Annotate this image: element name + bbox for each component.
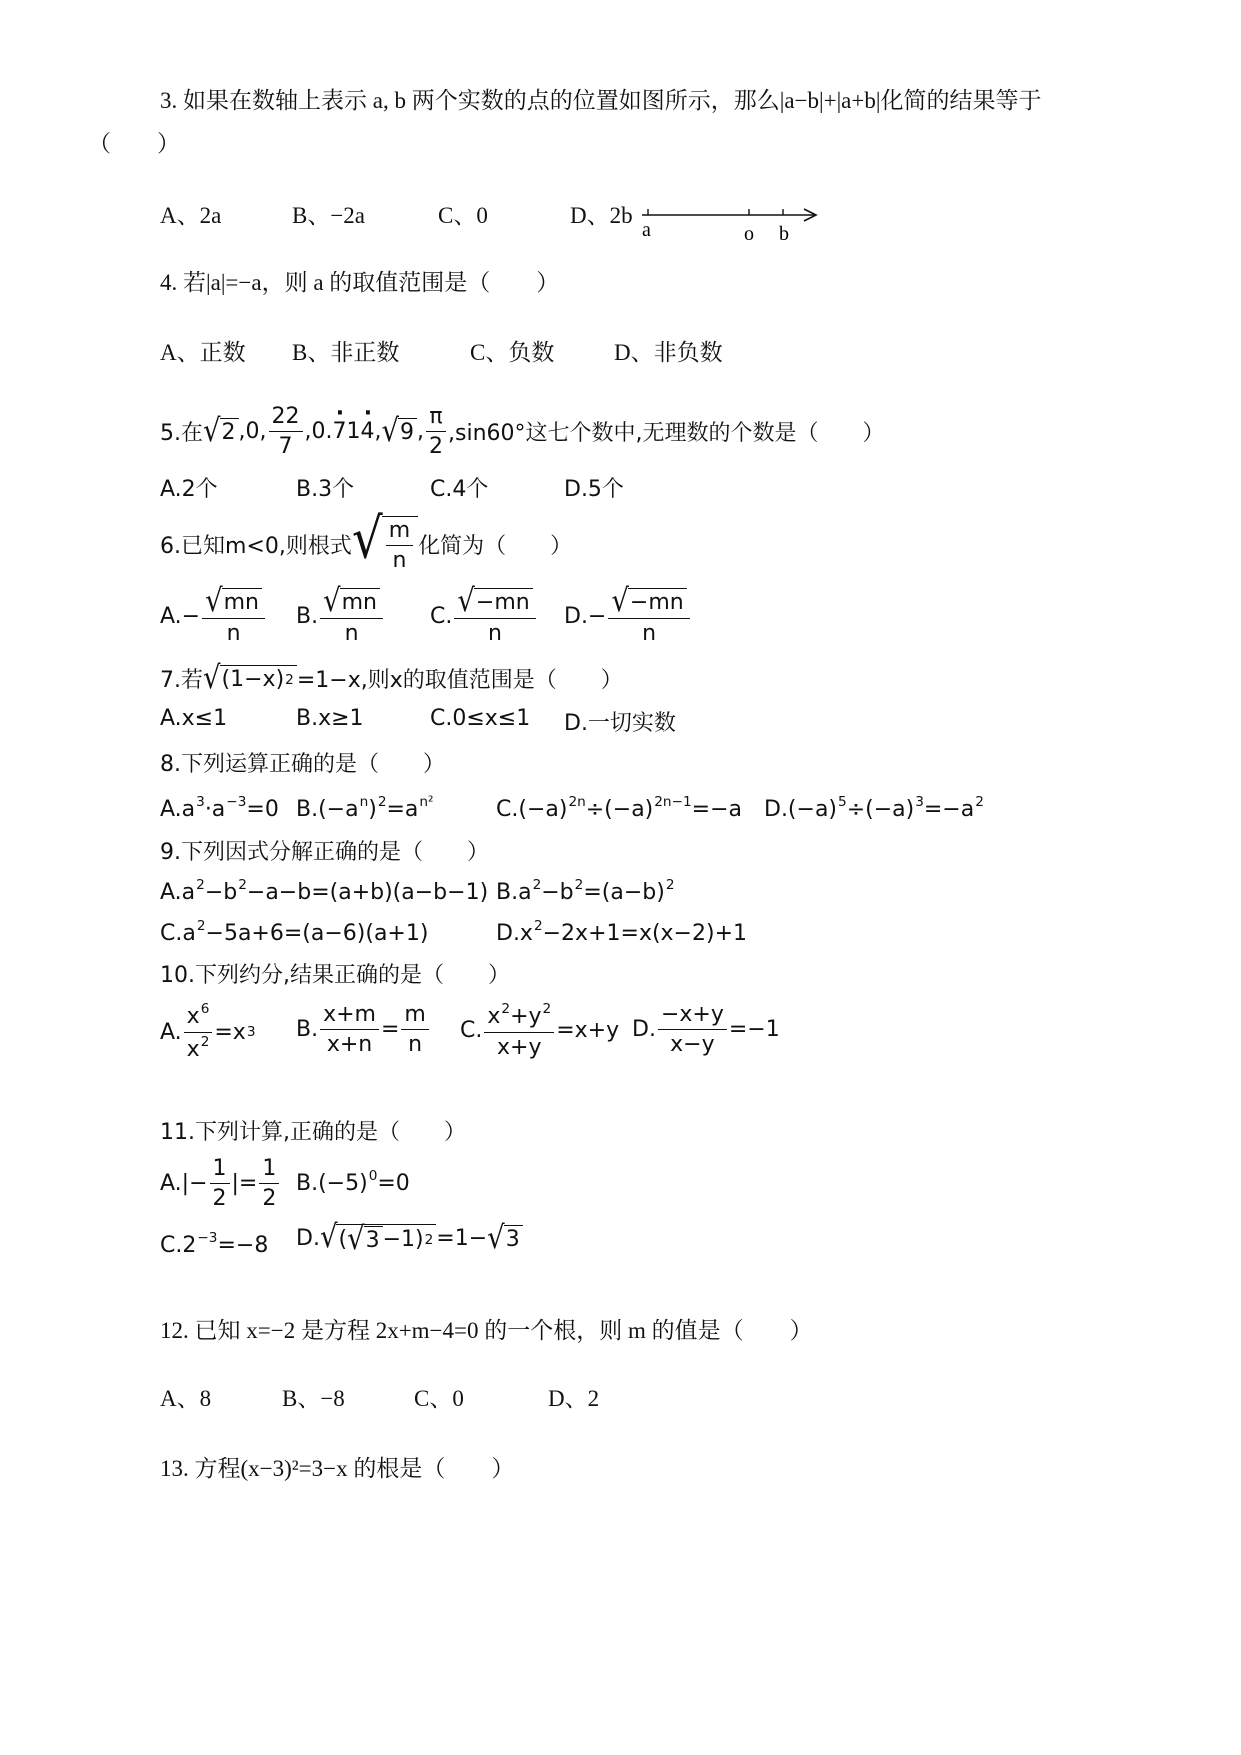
fraction-22-7: [269, 404, 303, 460]
q12-stem: 12. 已知 x=−2 是方程 2x+m−4=0 的一个根，则 m 的值是（ ）: [160, 1318, 813, 1343]
q8-b-e3: n²: [419, 794, 434, 810]
q7-post: =1−x,则x的取值范围是（ ）: [296, 668, 623, 693]
q8-a-t3: =0: [246, 797, 279, 823]
q5-pre: 5.在: [160, 421, 203, 447]
q4-option-a: A、正数: [160, 340, 246, 365]
q3-option-a: A、2a: [160, 203, 222, 228]
q10-d-num: −x+y: [658, 1002, 727, 1030]
q6-d-den: n: [642, 620, 657, 646]
q9-d-t2: −2x+1=x(x−2)+1: [542, 921, 748, 947]
q7-pre: 7.若: [160, 668, 203, 693]
q11-a-frac: [210, 1156, 230, 1212]
sqrt-9: √ 9: [382, 418, 418, 446]
q7-sqrt: √ (1−x) 2: [203, 665, 297, 693]
q10-a-label: A.: [160, 1019, 182, 1045]
q6-option-c: [430, 582, 538, 646]
q3-paren: （ ）: [88, 131, 180, 156]
label-a: a: [642, 219, 651, 241]
q10-b-den: x+n: [326, 1032, 373, 1058]
q7-exponent: 2: [285, 671, 294, 688]
q6-d-label: D.−: [564, 604, 607, 630]
q11-option-d: [296, 1218, 523, 1258]
q6-b-sqrt: √ mn: [323, 588, 380, 616]
q8-d-e2: 3: [915, 794, 924, 810]
q10-b-label: B.: [296, 1017, 319, 1043]
q9-c-t1: C.a: [160, 921, 196, 947]
q8-b-t1: B.(−a: [296, 797, 359, 823]
q4-option-b: B、非正数: [292, 340, 400, 365]
q3-stem: 3. 如果在数轴上表示 a, b 两个实数的点的位置如图所示，那么|a−b|+|a+b|化简的结果等于: [160, 88, 1042, 113]
q9-option-c: [160, 918, 428, 946]
q9-b-e2: 2: [574, 877, 584, 893]
q11-a-den: 2: [212, 1186, 227, 1212]
q6-b-radicand: mn: [340, 588, 380, 616]
q8-d-t1: D.(−a): [764, 797, 838, 823]
q10-b-num: x+m: [320, 1002, 379, 1030]
pi-den: 2: [429, 434, 444, 460]
q11-a-num2: 1: [259, 1156, 279, 1184]
q6-a-label: A.−: [160, 604, 201, 630]
q7-option-b: B.x≥1: [296, 706, 364, 731]
q10-stem: 10.下列约分,结果正确的是（ ）: [160, 963, 510, 988]
q11-c-t1: C.2: [160, 1233, 197, 1259]
q10-a-frac: [184, 1002, 213, 1062]
q6-option-d: [564, 582, 692, 646]
sqrt-2: √ 2: [203, 418, 239, 446]
q5-sep: ,: [374, 419, 382, 445]
q8-a-e1: 3: [196, 794, 205, 810]
q7-option-c: C.0≤x≤1: [430, 706, 531, 731]
q6-c-den: n: [488, 620, 502, 646]
q10-d-den: x−y: [670, 1032, 715, 1058]
q11-d-inner-radicand: 3: [364, 1226, 383, 1254]
q10-a-den: [184, 1033, 213, 1063]
q11-d-inner-sqrt: √ 3: [347, 1226, 383, 1254]
q10-c-num-t2: +y: [510, 1004, 542, 1030]
q10-b-frac2: [401, 1002, 428, 1058]
q7-option-a: A.x≤1: [160, 706, 228, 731]
q4-option-d: D、非负数: [614, 340, 723, 365]
q6-a-frac: [202, 582, 265, 646]
q8-c-t3: =−a: [691, 797, 743, 823]
q8-c-e2: 2n−1: [654, 794, 692, 810]
q11-d-sqrt3-radicand: 3: [504, 1225, 523, 1253]
q10-d-frac: [658, 1002, 727, 1058]
q6-b-den: n: [344, 620, 359, 646]
q10-c-den: x+y: [497, 1034, 542, 1060]
q6-option-b: [296, 582, 385, 646]
q10-d-rhs: =−1: [728, 1017, 780, 1043]
q12-option-a: A、8: [160, 1386, 212, 1411]
frac-den: 7: [278, 434, 293, 460]
q7-stem: [160, 659, 623, 697]
q5-option-b: B.3个: [296, 477, 355, 502]
q8-d-e1: 5: [838, 794, 847, 810]
q11-stem: 11.下列计算,正确的是（ ）: [160, 1120, 466, 1145]
q11-d-close: −1): [382, 1227, 424, 1253]
q8-c-t2: ÷(−a): [585, 797, 654, 823]
q8-d-t2: ÷(−a): [846, 797, 915, 823]
q6-c-label: C.: [430, 604, 453, 630]
q6-b-frac: [320, 582, 383, 646]
q9-b-t3: =(a−b): [583, 880, 665, 906]
q10-a-rhs-exp: 3: [246, 1024, 256, 1041]
q6-c-sqrt: √ −mn: [457, 588, 532, 616]
q6-a-sqrt: √ mn: [205, 588, 262, 616]
q6-option-a: [160, 582, 267, 646]
q9-b-e1: 2: [532, 877, 542, 893]
q9-option-b: [496, 877, 674, 905]
frac-num: 22: [269, 404, 303, 432]
q6-post: 化简为（ ）: [418, 534, 573, 560]
q9-c-t2: −5a+6=(a−6)(a+1): [205, 921, 429, 947]
q10-b-frac: [320, 1002, 379, 1058]
q8-option-b: [296, 794, 434, 822]
q10-a-num-exp: 6: [200, 1001, 210, 1017]
q11-d-label: D.: [296, 1226, 320, 1252]
q11-option-b: [296, 1168, 410, 1196]
n-den: n: [392, 548, 407, 574]
q9-b-t2: −b: [541, 880, 574, 906]
q8-option-a: [160, 794, 279, 822]
decimal-digit: 1: [346, 419, 361, 445]
q11-a-frac2: [259, 1156, 279, 1212]
q3-option-b: B、−2a: [292, 203, 366, 228]
q9-b-t1: B.a: [496, 880, 532, 906]
q6-d-frac: [608, 582, 689, 646]
q7-option-d: D.一切实数: [564, 711, 676, 736]
q11-b-t2: =0: [377, 1171, 410, 1197]
q11-a-den2: 2: [262, 1186, 277, 1212]
q9-d-t1: D.x: [496, 921, 533, 947]
q10-d-label: D.: [632, 1017, 656, 1043]
q8-c-e1: 2n: [568, 794, 586, 810]
m-over-n: [386, 518, 413, 574]
q11-a-mid: |=: [231, 1171, 258, 1197]
q5-post: ,sin60°这七个数中,无理数的个数是（ ）: [448, 421, 885, 447]
q3-option-d: D、2b: [570, 203, 633, 228]
q11-d-exp: 2: [424, 1231, 434, 1248]
q11-d-sqrt: √ ( √ 3 −1) 2: [320, 1224, 436, 1254]
q10-c-num-e2: 2: [542, 1001, 552, 1017]
q10-b-den2: n: [408, 1032, 423, 1058]
q6-c-radicand: −mn: [474, 588, 533, 616]
fraction-pi-2: [426, 404, 446, 460]
q8-b-t3: =a: [386, 797, 419, 823]
q10-c-rhs: =x+y: [556, 1018, 620, 1044]
q6-b-label: B.: [296, 604, 319, 630]
q5-option-d: D.5个: [564, 477, 624, 502]
q5-stem: [160, 404, 885, 460]
q11-d-post: =1−: [436, 1226, 488, 1252]
q10-a-num-base: x: [186, 1004, 200, 1030]
q8-b-e1: n: [359, 794, 369, 810]
q11-option-c: [160, 1230, 268, 1258]
q8-option-c: [496, 794, 742, 822]
q12-option-b: B、−8: [282, 1386, 345, 1411]
label-o: o: [744, 223, 754, 245]
q6-a-den: n: [226, 620, 241, 646]
q10-a-den-exp: 2: [200, 1033, 210, 1050]
q4-option-c: C、负数: [470, 340, 555, 365]
q9-a-t3: −a−b=(a+b)(a−b−1): [246, 880, 489, 906]
q8-c-t1: C.(−a): [496, 797, 568, 823]
q12-option-c: C、0: [414, 1386, 464, 1411]
q6-c-num: [454, 582, 535, 620]
q7-radicand: (1−x): [221, 667, 285, 692]
q5-option-c: C.4个: [430, 477, 489, 502]
q11-c-t2: =−8: [217, 1233, 269, 1259]
q8-stem: 8.下列运算正确的是（ ）: [160, 752, 445, 777]
q8-b-e2: 2: [377, 794, 387, 810]
q6-pre: 6.已知m<0,则根式: [160, 534, 352, 560]
q8-option-d: [764, 794, 984, 822]
q3-number-line: [636, 203, 826, 245]
q13-stem: 13. 方程(x−3)²=3−x 的根是（ ）: [160, 1456, 515, 1481]
q6-d-sqrt: √ −mn: [611, 588, 686, 616]
repeating-digit-start: · 7: [333, 419, 347, 444]
q6-a-num: [202, 582, 265, 620]
label-b: b: [779, 223, 789, 245]
q8-d-t3: =−a: [923, 797, 975, 823]
sqrt-m-over-n-body: [382, 516, 418, 574]
q5-option-a: A.2个: [160, 477, 218, 502]
q9-a-t1: A.a: [160, 880, 196, 906]
decimal-int: ,0.: [304, 419, 333, 445]
repeating-digit-end: · 4: [361, 419, 375, 444]
q10-option-b: [296, 1002, 431, 1058]
sqrt-9-radicand: 9: [398, 418, 417, 446]
sqrt-m-over-n: √ $\frac{m}{n}$: [352, 516, 418, 574]
q10-a-num: [184, 1002, 213, 1033]
m-num: m: [386, 518, 413, 546]
q5-sep-2: ,: [417, 419, 425, 445]
q6-d-radicand: −mn: [628, 588, 687, 616]
q10-c-frac: [484, 1002, 554, 1060]
q10-a-rhs: =x: [214, 1019, 246, 1045]
q3-option-c: C、0: [438, 203, 488, 228]
q8-a-e2: −3: [226, 794, 247, 810]
q12-option-d: D、2: [548, 1386, 600, 1411]
q11-c-e1: −3: [197, 1230, 218, 1246]
q11-option-a: [160, 1156, 281, 1212]
q10-c-num: [484, 1002, 554, 1033]
q10-c-num-e1: 2: [501, 1001, 511, 1017]
q6-c-frac: [454, 582, 535, 646]
q10-c-num-t1: x: [487, 1004, 501, 1030]
q10-option-a: [160, 1002, 255, 1062]
sqrt-2-radicand: 2: [220, 418, 239, 446]
q4-stem: 4. 若|a|=−a，则 a 的取值范围是（ ）: [160, 270, 560, 295]
q8-a-t2: ·a: [204, 797, 226, 823]
q9-d-e1: 2: [533, 918, 543, 934]
q10-c-label: C.: [460, 1018, 483, 1044]
q9-a-e2: 2: [238, 877, 247, 893]
q8-b-t2: ): [368, 797, 377, 823]
q5-zero: ,0,: [238, 419, 267, 445]
q11-b-e1: 0: [368, 1168, 378, 1184]
q6-d-num: [608, 582, 689, 620]
q8-d-e3: 2: [975, 794, 984, 810]
q8-a-t1: A.a: [160, 797, 196, 823]
q11-a-label: A.|−: [160, 1171, 208, 1197]
q9-a-e1: 2: [196, 877, 205, 893]
q11-a-num: 1: [210, 1156, 230, 1184]
q9-a-t2: −b: [204, 880, 238, 906]
q11-d-sqrt-body: [336, 1220, 436, 1258]
q10-b-num2: m: [401, 1002, 428, 1030]
q10-option-c: [460, 1002, 619, 1060]
q10-a-den-base: x: [186, 1036, 200, 1062]
q10-option-d: [632, 1002, 780, 1058]
q6-stem: [160, 507, 573, 574]
q11-d-open: (: [338, 1227, 348, 1253]
q9-stem: 9.下列因式分解正确的是（ ）: [160, 840, 489, 865]
q9-option-d: [496, 918, 747, 946]
q11-d-sqrt3: √ 3: [487, 1225, 523, 1253]
q10-b-eq: =: [380, 1017, 400, 1043]
q6-a-radicand: mn: [222, 588, 262, 616]
q6-b-num: [320, 582, 383, 620]
q7-sqrt-body: [220, 665, 297, 693]
q9-option-a: [160, 877, 488, 905]
q9-b-e3: 2: [665, 877, 675, 893]
q9-c-e1: 2: [196, 918, 206, 934]
pi-num: π: [426, 404, 445, 432]
q11-b-t1: B.(−5): [296, 1171, 368, 1197]
